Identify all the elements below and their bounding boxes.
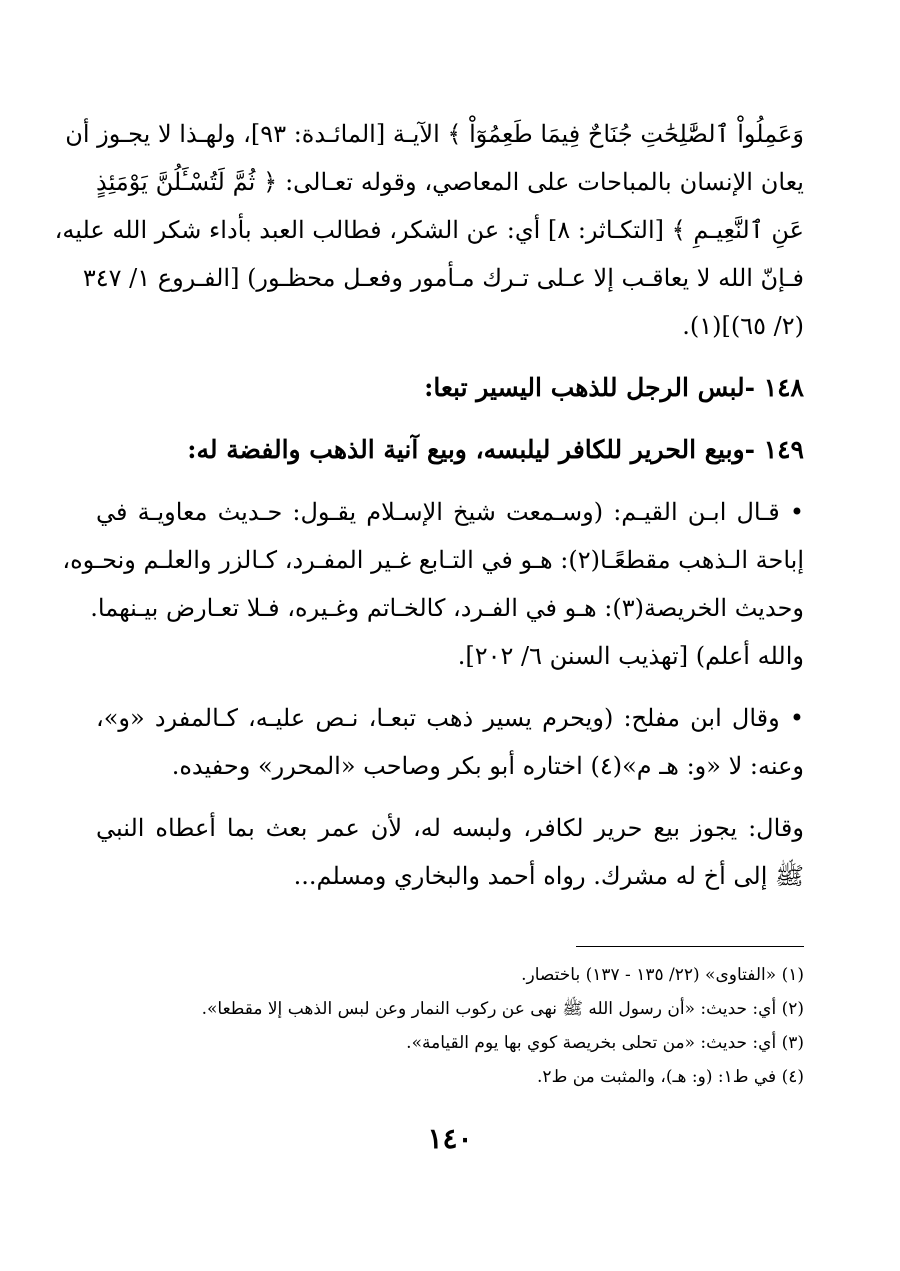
page-number: ١٤٠: [427, 1122, 473, 1155]
text-line: إباحة الـذهب مقطعًـا(٢): هـو في التـابع غـير المفـرد، كـالزر والعلـم ونحـوه،: [62, 546, 804, 574]
text-line: وعنه: لا «و: هـ م»(٤) اختاره أبو بكر وصاحب «المحرر» وحفيده.: [171, 752, 804, 780]
text-line: ﷺ إلى أخ له مشرك. رواه أحمد والبخاري ومسلم...: [293, 862, 804, 890]
text-line: يعان الإنسان بالمباحات على المعاصي، وقوله تعـالى: ﴿ ثُمَّ لَتُسْـَٔلُنَّ يَوْمَئِذٍ: [96, 168, 804, 196]
footnote-4: (٤) في ط١: (و: هـ)، والمثبت من ط٢.: [537, 1067, 804, 1087]
text-line: (٢/ ٦٥)](١).: [682, 312, 804, 340]
text-line: عَنِ ٱلنَّعِيـمِ ﴾ [التكـاثر: ٨] أي: عن الشكر، فطالب العبد بأداء شكر الله عليه،: [54, 216, 804, 244]
footnotes: [96, 958, 804, 1094]
text-line: والله أعلم) [تهذيب السنن ٦/ ٢٠٢].: [457, 642, 804, 670]
text-line: • قـال ابـن القيـم: (وسـمعت شيخ الإسـلام يقـول: حـديث معاويـة في: [96, 498, 804, 526]
text-line: وَعَمِلُواْ ٱلصَّٰلِحَٰتِ جُنَاحٌ فِيمَا طَعِمُوٓاْ ﴾ الآيـة [المائـدة: ٩٣]، ولهـذا لا يجـوز أن: [65, 120, 804, 148]
section-heading-148: ١٤٨ -لبس الرجل للذهب اليسير تبعا:: [424, 373, 804, 402]
text-line: وقال: يجوز بيع حرير لكافر، ولبسه له، لأن عمر بعث بما أعطاه النبي: [96, 814, 804, 842]
paragraph-quote-continuation: [54, 110, 804, 350]
text-line: فـإنّ الله لا يعاقـب إلا عـلى تـرك مـأمور وفعـل محظـور) [الفـروع ١/ ٣٤٧: [82, 264, 804, 292]
text-line: وحديث الخريصة(٣): هـو في الفـرد، كالخـاتم وغـيره، فـلا تعـارض بيـنهما.: [90, 594, 804, 622]
text-line: • وقال ابن مفلح: (ويحرم يسير ذهب تبعـا، نـص عليـه، كـالمفرد «و»،: [96, 704, 804, 732]
footnote-3: (٣) أي: حديث: «من تحلى بخريصة كوي بها يوم القيامة».: [406, 1033, 804, 1053]
footnote-divider: [576, 946, 804, 947]
paragraph-ibn-al-qayyim: [62, 488, 804, 680]
footnote-1: (١) «الفتاوى» (٢٢/ ١٣٥ - ١٣٧) باختصار.: [521, 965, 804, 985]
footnote-2: (٢) أي: حديث: «أن رسول الله ﷺ نهى عن ركوب النمار وعن لبس الذهب إلا مقطعا».: [201, 999, 804, 1019]
section-heading-149: ١٤٩ -وبيع الحرير للكافر ليلبسه، وبيع آنية الذهب والفضة له:: [187, 435, 804, 464]
paragraph-ibn-muflih: [96, 694, 804, 790]
paragraph-silk-sale: [96, 804, 804, 900]
